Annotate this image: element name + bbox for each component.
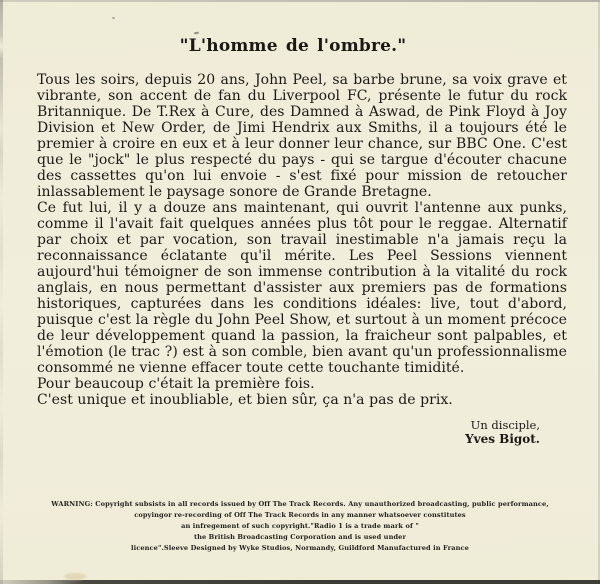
page-title: "L'homme de l'ombre." [179,36,407,56]
paragraph-peel-sessions: Ce fut lui, il y a douze ans maintenant, qui ouvrit l'antenne aux punks, comme il l'avait fait quelques années plus tôt pour le reggae. Alternatif par choix et par vocation, son travail inestimable n'a jamais reçu la reconnaissance éclatante qu'il mérite. Les Peel Sessions viennent aujourd'hui témoigner de son immense contribution à la vitalité du rock anglais, en nous permettant d'assister aux premiers pas de formations historiques, capturées dans les conditions idéales: live, tout d'abord, puisque c'est la règle du John Peel Show, et surtout à un moment précoce de leur développement quand la passion, la fraicheur sont palpables, et l'émotion (le trac ?) est à son comble, bien avant qu'un professionnalisme consommé ne vienne effacer toute cette touchante timidité. [37,200,567,376]
scan-edge-top [0,0,600,2]
warning-line-1: WARNING: Copyright subsists in all records issued by Off The Track Records. Any unauthorized broadcasting, public performance, [51,500,549,508]
scan-speck [194,32,199,35]
signature-block [465,418,540,446]
paragraph-intro: Tous les soirs, depuis 20 ans, John Peel, sa barbe brune, sa voix grave et vibrante, son accent de fan du Liverpool FC, présente le futur du rock Britannique. De T.Rex à Cure, des Damned à Aswad, de Pink Floyd à Joy Division et New Order, de Jimi Hendrix aux Smiths, il a toujours été le premier à croire en eux et à leur donner leur chance, sur BBC One. C'est que le "jock" le plus respecté du pays - qui se targue d'écouter chacune des cassettes qu'on lui envoie - s'est fixé pour mission de retoucher inlassablement le paysage sonore de Grande Bretagne. [37,72,567,200]
signature-role: Un disciple, [470,418,540,432]
scan-smudge [64,573,86,580]
liner-notes-text [37,72,567,408]
paragraph-sans-prix: C'est unique et inoubliable, et bien sûr, ça n'a pas de prix. [37,392,453,408]
scan-edge-left [0,0,3,584]
paragraph-premiere-fois: Pour beaucoup c'était la première fois. [37,376,315,392]
warning-line-3: an infregement of such copyright."Radio 1 is a trade mark of " [181,522,419,530]
warning-line-4: the British Broadcasting Corporation and is used under [193,533,407,541]
warning-line-5: licence".Sleeve Designed by Wyke Studios, Normandy, Guildford Manufactured in France [131,544,469,552]
scan-edge-bottom [0,580,600,584]
scan-speck [112,17,115,19]
warning-line-2: copyingor re-recording of Off The Track Records in any manner whatsoever constitutes [134,511,466,519]
signature-name: Yves Bigot. [465,432,540,446]
copyright-warning [0,499,600,554]
